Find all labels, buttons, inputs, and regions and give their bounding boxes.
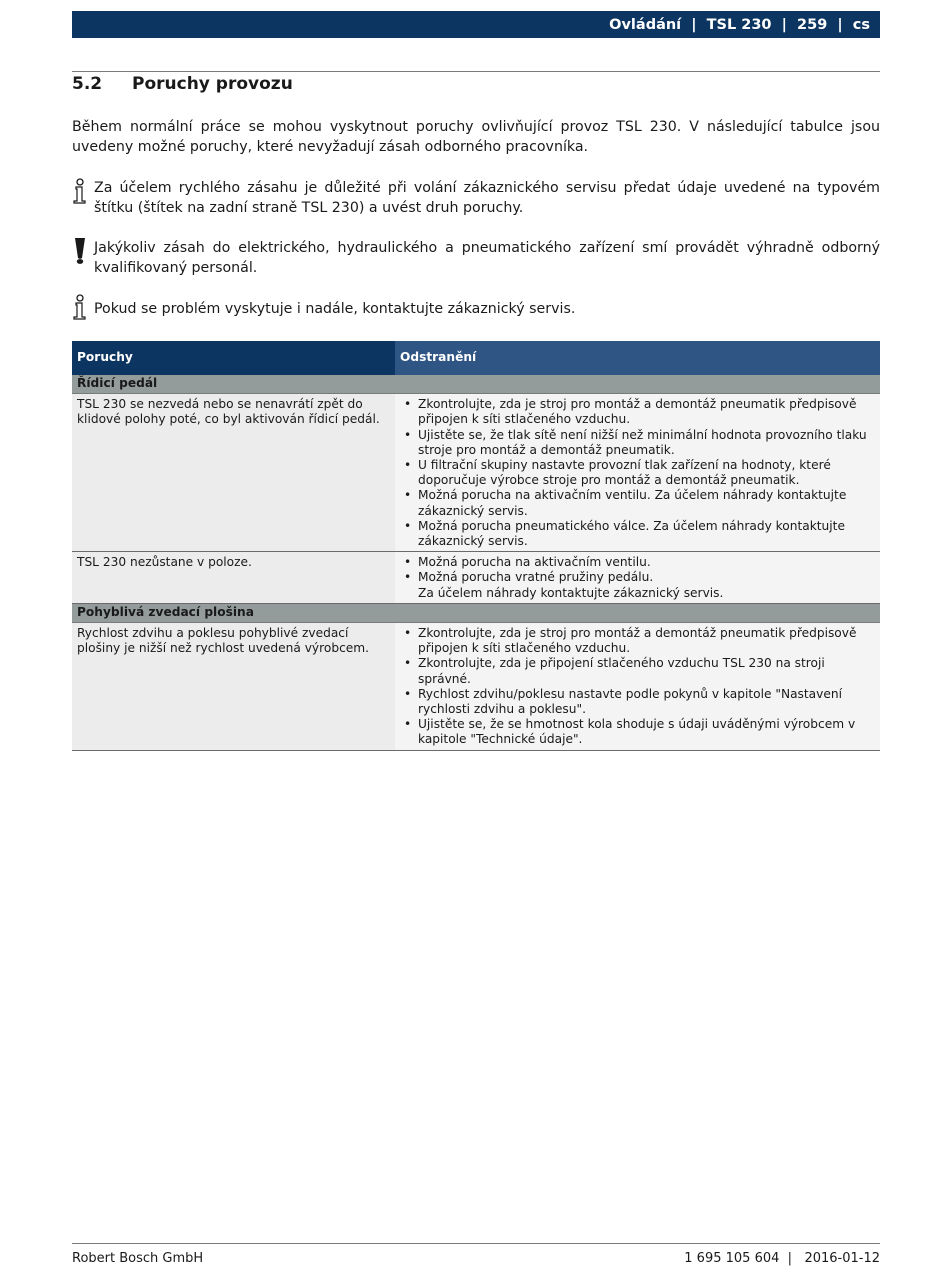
note-text: Jakýkoliv zásah do elektrického, hydraulického a pneumatického zařízení smí provádět výhradně odborný kvalifikovaný personál.	[94, 240, 880, 276]
remedy-list	[400, 397, 875, 549]
fault-table	[72, 341, 880, 751]
table-row	[72, 552, 880, 604]
remedy-item: • Zkontrolujte, zda je stroj pro montáž a demontáž pneumatik předpisově připojen k síti stlačeného vzduchu.	[418, 626, 875, 656]
remedy-list	[400, 555, 875, 585]
fault-cause: TSL 230 nezůstane v poloze.	[72, 552, 395, 604]
note-service-info	[72, 178, 880, 218]
group-title: Pohyblivá zvedací plošina	[72, 603, 880, 622]
remedy-item: • Rychlost zdvihu/poklesu nastavte podle pokynů v kapitole "Nastavení rychlosti zdvihu a poklesu".	[418, 687, 875, 717]
remedy-item: • Zkontrolujte, zda je stroj pro montáž a demontáž pneumatik předpisově připojen k síti stlačeného vzduchu.	[418, 397, 875, 427]
table-header-row	[72, 341, 880, 375]
info-icon	[72, 178, 88, 204]
table-group-row	[72, 375, 880, 394]
remedy-note: Za účelem náhrady kontaktujte zákaznický servis.	[418, 585, 724, 600]
page-footer	[72, 1251, 880, 1266]
fault-remedy	[395, 394, 880, 552]
fault-remedy	[395, 552, 880, 604]
remedy-item: • Možná porucha vratné pružiny pedálu.	[418, 570, 875, 585]
note-contact-info	[72, 299, 880, 320]
info-icon	[72, 294, 88, 320]
footer-meta: 1 695 105 604 | 2016-01-12	[684, 1251, 880, 1266]
footer-doc-number: 1 695 105 604	[684, 1251, 780, 1266]
remedy-item: • U filtrační skupiny nastavte provozní tlak zařízení na hodnoty, které doporučuje výrobce stroje pro montáž a demontáž pneumatik.	[418, 458, 875, 488]
fault-cause: Rychlost zdvihu a poklesu pohyblivé zvedací plošiny je nižší než rychlost uvedená výrobcem.	[72, 623, 395, 751]
footer-date: 2016-01-12	[804, 1251, 880, 1266]
fault-remedy	[395, 623, 880, 751]
remedy-item: • Možná porucha na aktivačním ventilu. Za účelem náhrady kontaktujte zákaznický servis.	[418, 488, 875, 518]
remedy-item: • Možná porucha na aktivačním ventilu.	[418, 555, 875, 570]
column-header-faults: Poruchy	[72, 341, 395, 375]
remedy-item: • Zkontrolujte, zda je připojení stlačeného vzduchu TSL 230 na stroji správné.	[418, 656, 875, 686]
section-divider	[72, 71, 880, 72]
remedy-item: • Možná porucha pneumatického válce. Za účelem náhrady kontaktujte zákaznický servis.	[418, 519, 875, 549]
note-warning	[72, 238, 880, 278]
remedy-list	[400, 626, 875, 748]
column-header-remedy: Odstranění	[395, 341, 880, 375]
remedy-item: • Ujistěte se, že tlak sítě není nižší než minimální hodnota provozního tlaku stroje pro montáž a demontáž pneumatik.	[418, 428, 875, 458]
section-number: 5.2	[72, 74, 103, 94]
fault-cause: TSL 230 se nezvedá nebo se nenavrátí zpět do klidové polohy poté, co byl aktivován řídicí pedál.	[72, 394, 395, 552]
table-group-row	[72, 603, 880, 622]
table-row	[72, 623, 880, 751]
page-header	[72, 11, 880, 38]
note-text: Pokud se problém vyskytuje i nadále, kontaktujte zákaznický servis.	[94, 301, 576, 317]
table-row	[72, 394, 880, 552]
footer-company: Robert Bosch GmbH	[72, 1251, 204, 1266]
note-text: Za účelem rychlého zásahu je důležité při volání zákaznického servisu předat údaje uvedené na typovém štítku (štítek na zadní straně TSL 230) a uvést druh poruchy.	[94, 180, 880, 216]
section-title: Poruchy provozu	[132, 74, 293, 94]
intro-paragraph: Během normální práce se mohou vyskytnout poruchy ovlivňující provoz TSL 230. V následující tabulce jsou uvedeny možné poruchy, které nevyžadují zásah odborného pracovníka.	[72, 119, 880, 155]
warning-icon	[72, 238, 88, 264]
section-heading	[72, 74, 293, 94]
footer-divider	[72, 1243, 880, 1244]
header-text: Ovládání | TSL 230 | 259 | cs	[609, 16, 870, 33]
group-title: Řídicí pedál	[72, 375, 880, 394]
remedy-item: • Ujistěte se, že se hmotnost kola shoduje s údaji uváděnými výrobcem v kapitole "Technické údaje".	[418, 717, 875, 747]
